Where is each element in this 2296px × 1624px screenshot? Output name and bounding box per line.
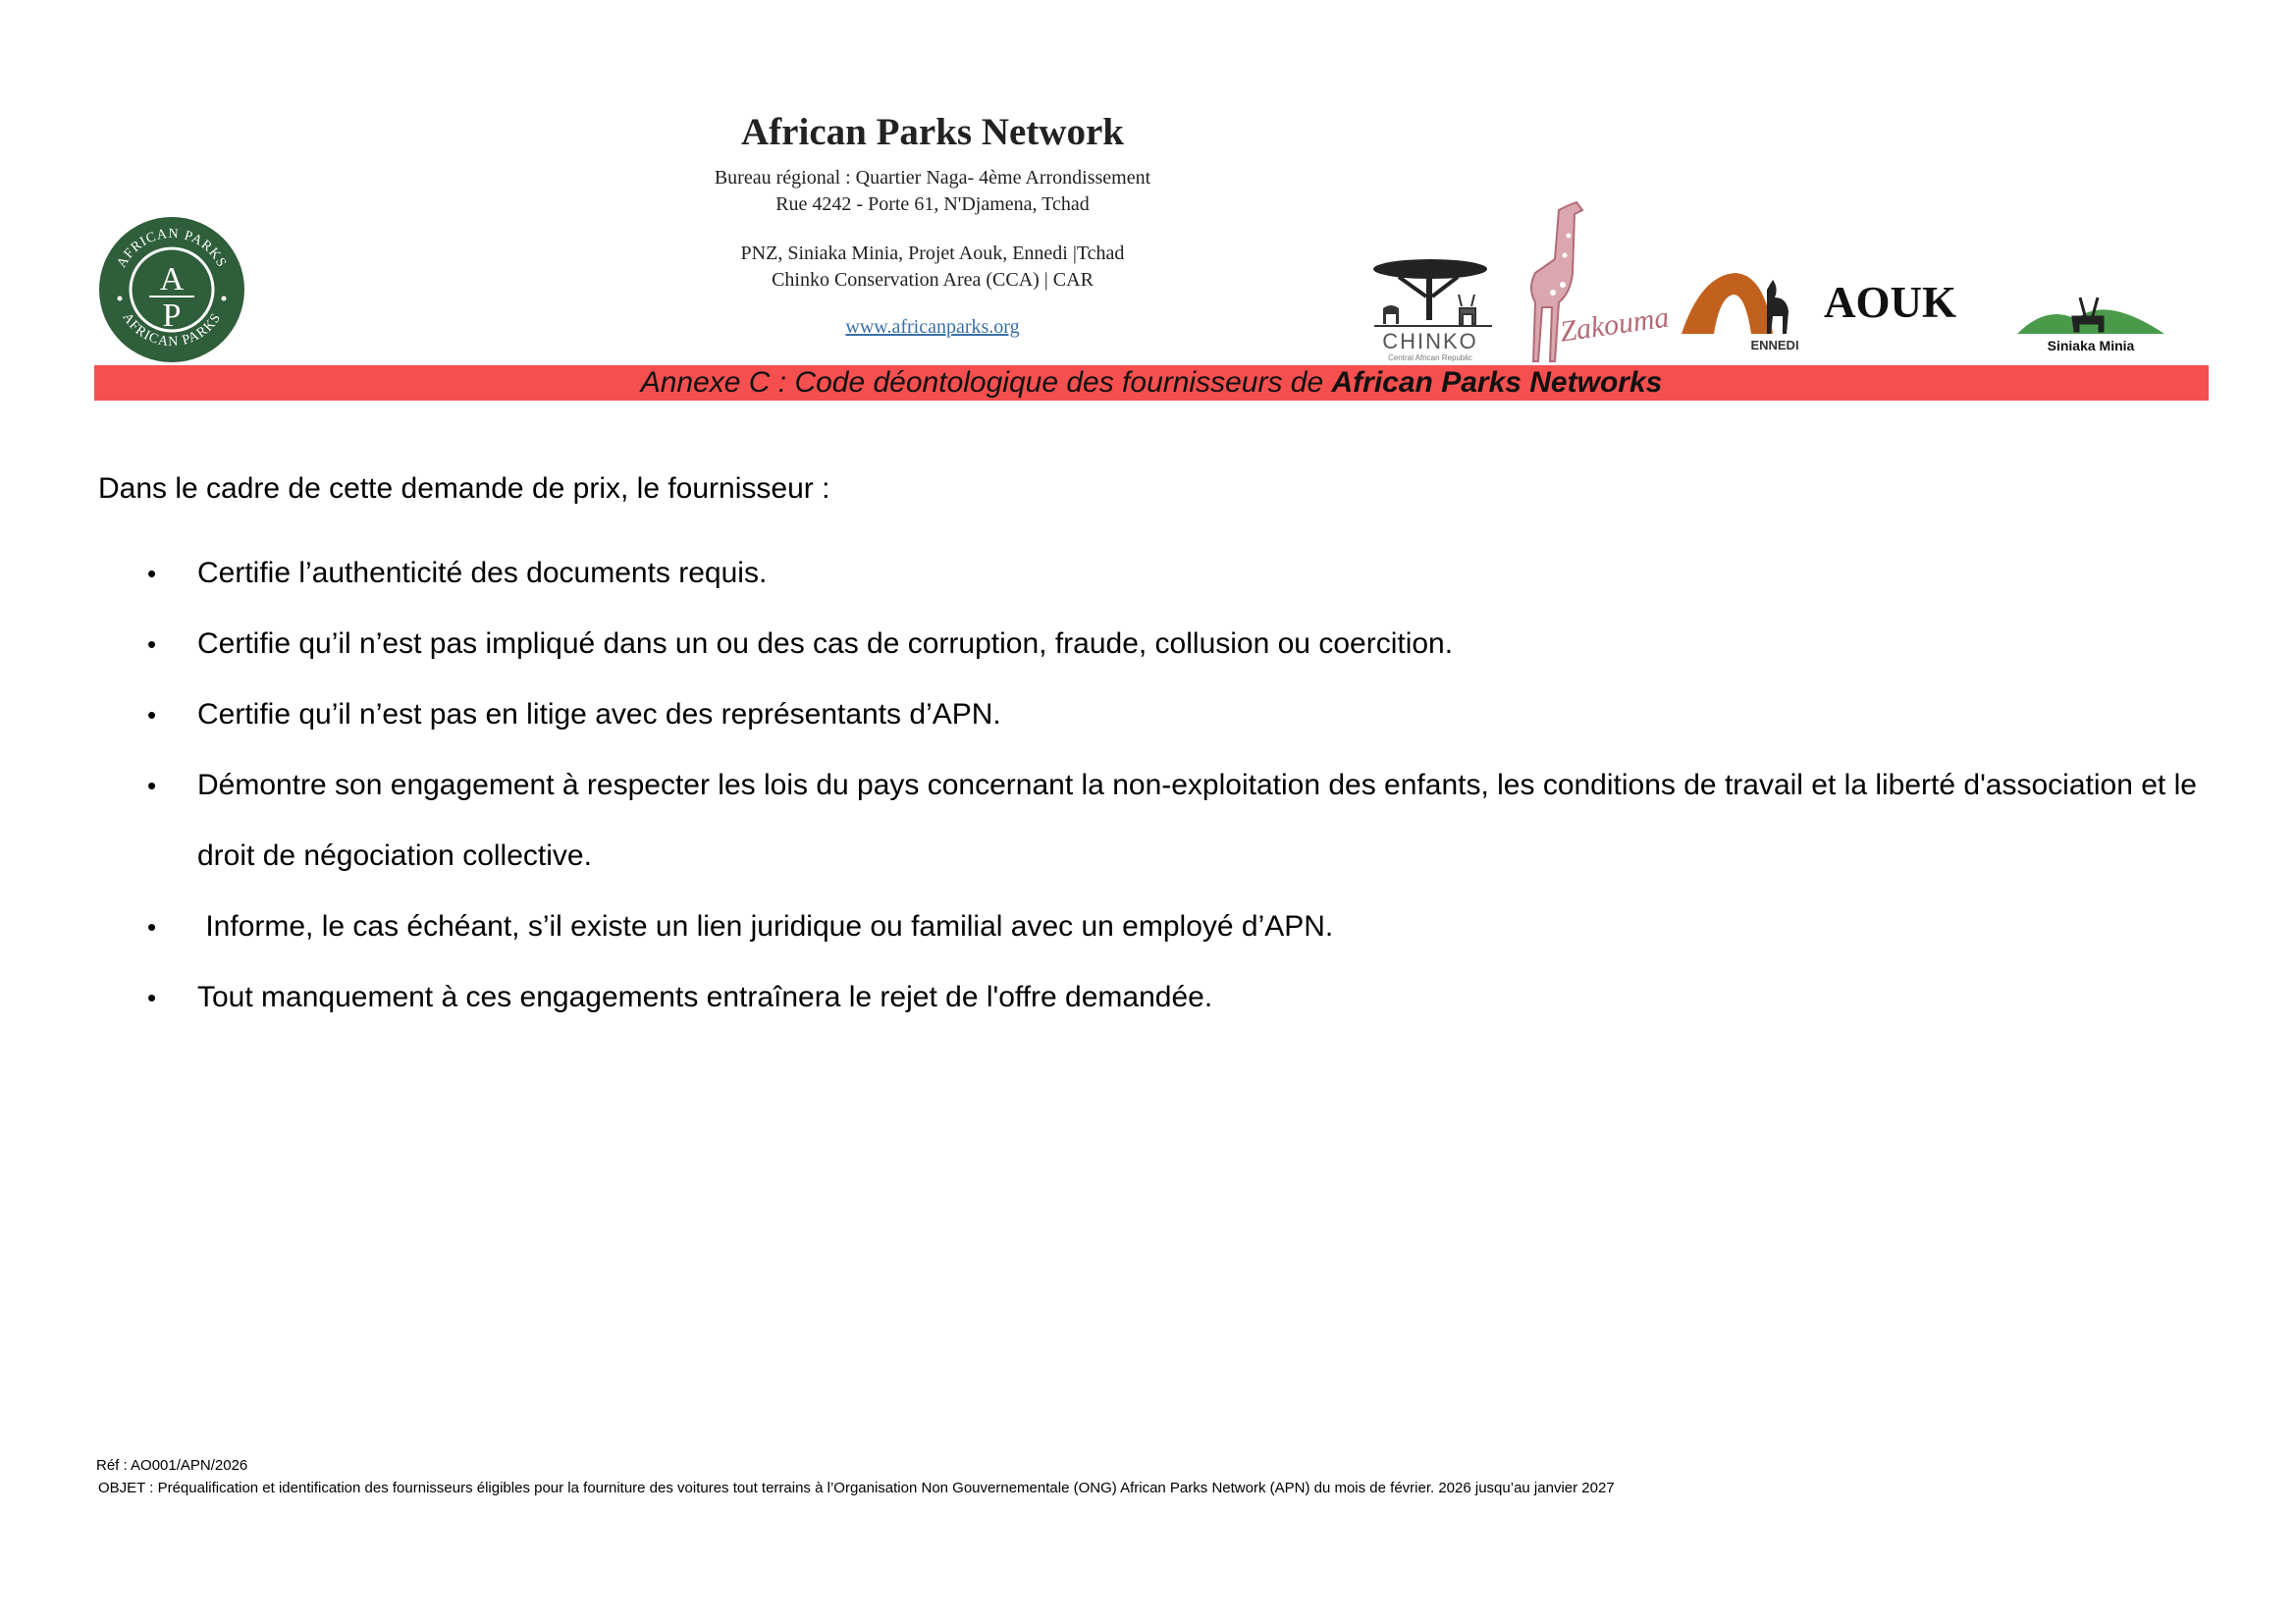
- list-item: • Certifie l’authenticité des documents requis.: [98, 538, 2199, 609]
- list-item: • Certifie qu’il n’est pas impliqué dans un ou des cas de corruption, fraude, collusion ou coercition.: [98, 609, 2199, 679]
- list-item: • Informe, le cas échéant, s’il existe un lien juridique ou familial avec un employé d’APN.: [98, 892, 2199, 962]
- ap-logo-bottom-text: AFRICAN PARKS: [119, 310, 225, 351]
- address-line-1: Bureau régional : Quartier Naga- 4ème Arrondissement: [714, 167, 1151, 189]
- siniaka-minia-logo: [2012, 280, 2169, 363]
- aouk-logo: AOUK: [1824, 278, 1956, 327]
- chinko-logo: [1369, 257, 1497, 370]
- address-line-2: Rue 4242 - Porte 61, N'Djamena, Tchad: [775, 193, 1090, 215]
- ap-logo-top-text: AFRICAN PARKS: [114, 226, 230, 271]
- chinko-sublabel: Central African Republic: [1388, 353, 1472, 362]
- chinko-label: CHINKO: [1382, 329, 1478, 353]
- ap-logo-letter-a: A: [159, 261, 185, 298]
- ennedi-logo: [1677, 265, 1804, 368]
- list-item: • Tout manquement à ces engagements entraînera le rejet de l'offre demandée.: [98, 962, 2199, 1033]
- zakouma-label: Zakouma: [1558, 300, 1672, 349]
- siniaka-label: Siniaka Minia: [2047, 338, 2135, 353]
- reference-number: Réf : AO001/APN/2026: [96, 1457, 248, 1474]
- intro-paragraph: Dans le cadre de cette demande de prix, le fournisseur :: [98, 472, 830, 505]
- clause-list: [98, 538, 2199, 1033]
- organization-name: African Parks Network: [741, 111, 1124, 153]
- zakouma-logo: [1500, 196, 1677, 368]
- title-banner: [94, 365, 2209, 401]
- title-prefix: Annexe C : Code déontologique des fournisseurs de: [640, 366, 1332, 399]
- african-parks-logo: [98, 216, 245, 368]
- website-link[interactable]: www.africanparks.org: [845, 316, 1020, 338]
- ennedi-label: ENNEDI: [1750, 338, 1799, 352]
- projects-line-2: Chinko Conservation Area (CCA) | CAR: [772, 269, 1094, 291]
- ap-logo-letter-p: P: [162, 298, 182, 334]
- projects-line-1: PNZ, Siniaka Minia, Projet Aouk, Ennedi |Tchad: [740, 243, 1125, 264]
- object-line: OBJET : Préqualification et identification des fournisseurs éligibles pour la fourniture des voitures tout terrains à l’Organisation Non Gouvernementale (ONG) African Parks Network (APN) du mois de février. 2026 jusqu’au janvier 2027: [98, 1480, 1615, 1496]
- title-bold: African Parks Networks: [1331, 366, 1663, 399]
- list-item: • Certifie qu’il n’est pas en litige avec des représentants d’APN.: [98, 679, 2199, 750]
- list-item: • Démontre son engagement à respecter les lois du pays concernant la non-exploitation des enfants, les conditions de travail et la liberté d'association et le droit de négociation collective.: [98, 750, 2199, 892]
